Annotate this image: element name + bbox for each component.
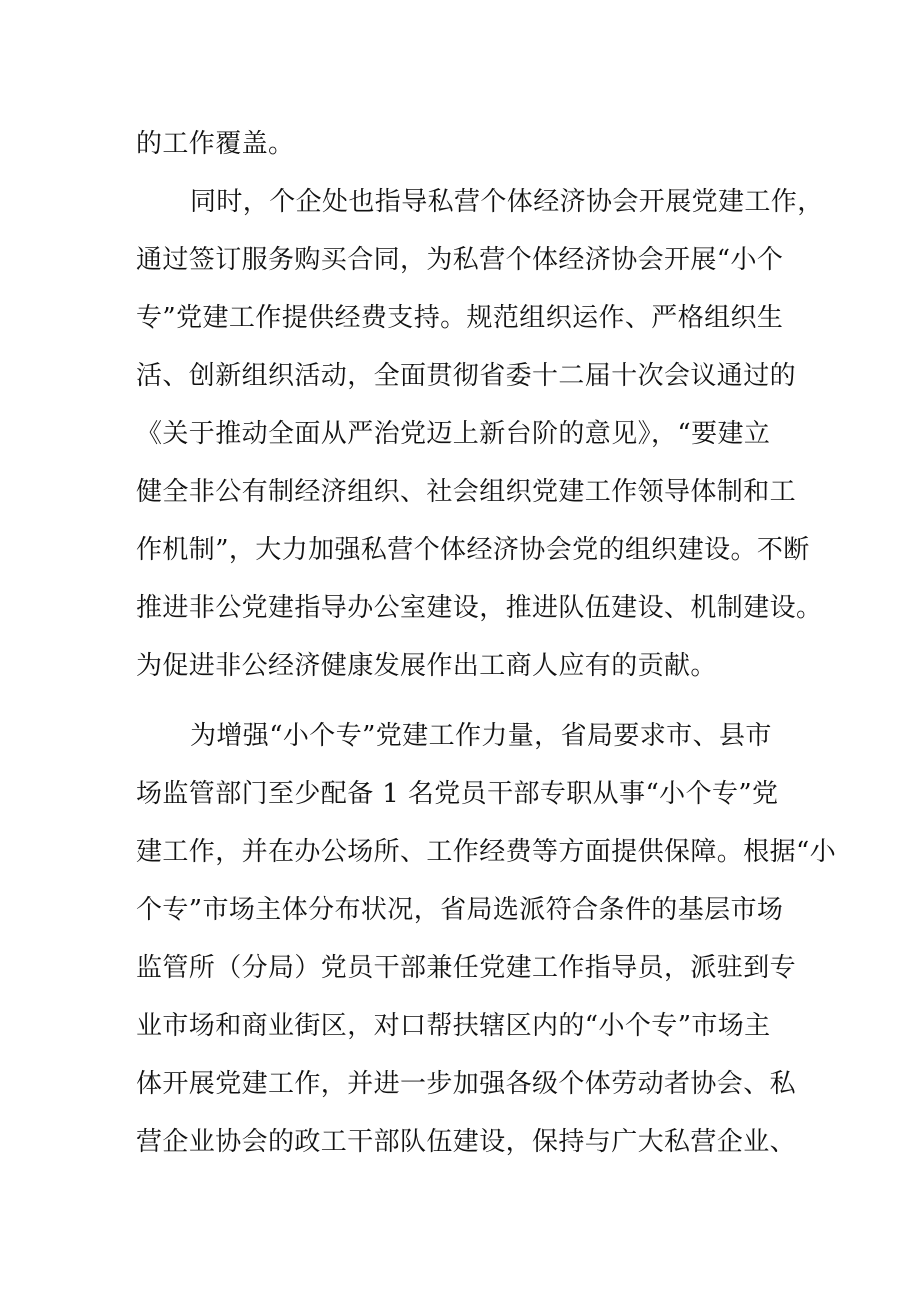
text-line: 建工作，并在办公场所、工作经费等方面提供保障。根据“小 <box>136 837 837 867</box>
text-line: 为促进非公经济健康发展作出工商人应有的贡献。 <box>136 651 717 681</box>
text-line: 活、创新组织活动，全面贯彻省委十二届十次会议通过的 <box>136 361 797 391</box>
text-line: 监管所（分局）党员干部兼任党建工作指导员，派驻到专 <box>136 953 797 983</box>
text-line: 作机制”，大力加强私营个体经济协会党的组织建设。不断 <box>136 535 810 565</box>
paragraph-first-line: 同时，个企处也指导私营个体经济协会开展党建工作， <box>190 187 824 217</box>
text-line: 专”党建工作提供经费支持。规范组织运作、严格组织生 <box>136 303 784 333</box>
text-line: 通过签订服务购买合同，为私营个体经济协会开展“小个 <box>136 245 784 275</box>
text-line: 《关于推动全面从严治党迈上新台阶的意见》，“要建立 <box>136 419 771 449</box>
text-line: 业市场和商业街区，对口帮扶辖区内的“小个专”市场主 <box>136 1011 771 1041</box>
text-line: 健全非公有制经济组织、社会组织党建工作领导体制和工 <box>136 477 797 507</box>
text-line: 场监管部门至少配备 1 名党员干部专职从事“小个专”党 <box>136 779 779 809</box>
text-line: 营企业协会的政工干部队伍建设，保持与广大私营企业、 <box>136 1127 797 1157</box>
text-line: 推进非公党建指导办公室建设，推进队伍建设、机制建设。 <box>136 593 823 623</box>
paragraph-first-line: 为增强“小个专”党建工作力量，省局要求市、县市 <box>190 721 772 751</box>
text-line: 体开展党建工作，并进一步加强各级个体劳动者协会、私 <box>136 1069 797 1099</box>
text-line: 的工作覆盖。 <box>136 129 295 159</box>
text-line: 个专”市场主体分布状况，省局选派符合条件的基层市场 <box>136 895 784 925</box>
